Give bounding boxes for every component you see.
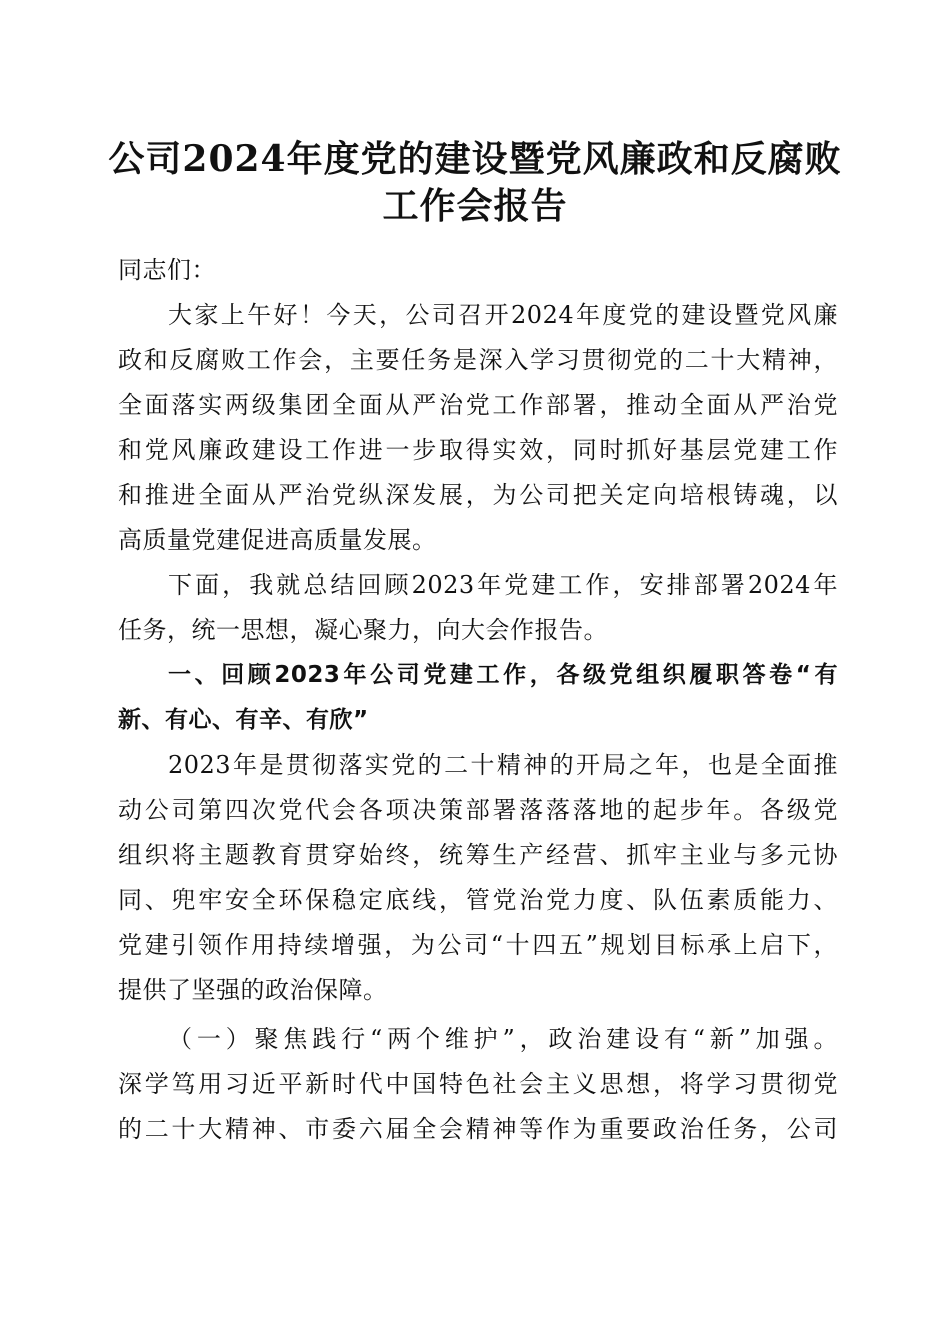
text-line: 提供了坚强的政治保障。 — [118, 976, 388, 1004]
text-line: 组织将主题教育贯穿始终，统筹生产经营、抓牢主业与多元协 — [118, 841, 838, 869]
text-line: 任务，统一思想，凝心聚力，向大会作报告。 — [118, 616, 608, 644]
text-line: 2023年是贯彻落实党的二十精神的开局之年，也是全面推 — [168, 751, 838, 779]
text-line: 深学笃用习近平新时代中国特色社会主义思想，将学习贯彻党 — [118, 1070, 838, 1098]
text-line: 大家上午好！今天，公司召开2024年度党的建设暨党风廉 — [168, 301, 838, 329]
paragraph-political-building — [118, 1017, 838, 1152]
text-line: 同、兜牢安全环保稳定底线，管党治党力度、队伍素质能力、 — [118, 886, 838, 914]
paragraph-opening — [118, 293, 838, 563]
text-line: 党建引领作用持续增强，为公司“十四五”规划目标承上启下， — [118, 931, 838, 959]
paragraph-review — [118, 743, 838, 1013]
text-line: 高质量党建促进高质量发展。 — [118, 526, 437, 554]
text-line: 和推进全面从严治党纵深发展，为公司把关定向培根铸魂，以 — [118, 481, 838, 509]
section-heading-1 — [118, 653, 838, 743]
text-line: （一）聚焦践行“两个维护”，政治建设有“新”加强。 — [168, 1025, 838, 1053]
text-line: 政和反腐败工作会，主要任务是深入学习贯彻党的二十大精神， — [118, 346, 838, 374]
text-line: 下面，我就总结回顾2023年党建工作，安排部署2024年 — [168, 571, 838, 599]
heading-line: 一、回顾2023年公司党建工作，各级党组织履职答卷“有 — [168, 662, 838, 688]
paragraph-agenda — [118, 563, 838, 653]
title-line-2: 工作会报告 — [382, 185, 568, 227]
document-title — [100, 136, 850, 230]
heading-line: 新、有心、有辛、有欣” — [118, 707, 369, 733]
text-line: 全面落实两级集团全面从严治党工作部署，推动全面从严治党 — [118, 391, 838, 419]
title-line-1: 公司2024年度党的建设暨党风廉政和反腐败 — [108, 138, 842, 180]
text-line: 的二十大精神、市委六届全会精神等作为重要政治任务，公司 — [118, 1115, 838, 1143]
document-body — [118, 248, 838, 1152]
text-line: 和党风廉政建设工作进一步取得实效，同时抓好基层党建工作 — [118, 436, 838, 464]
text-line: 动公司第四次党代会各项决策部署落落落地的起步年。各级党 — [118, 796, 838, 824]
salutation: 同志们： — [118, 256, 216, 284]
